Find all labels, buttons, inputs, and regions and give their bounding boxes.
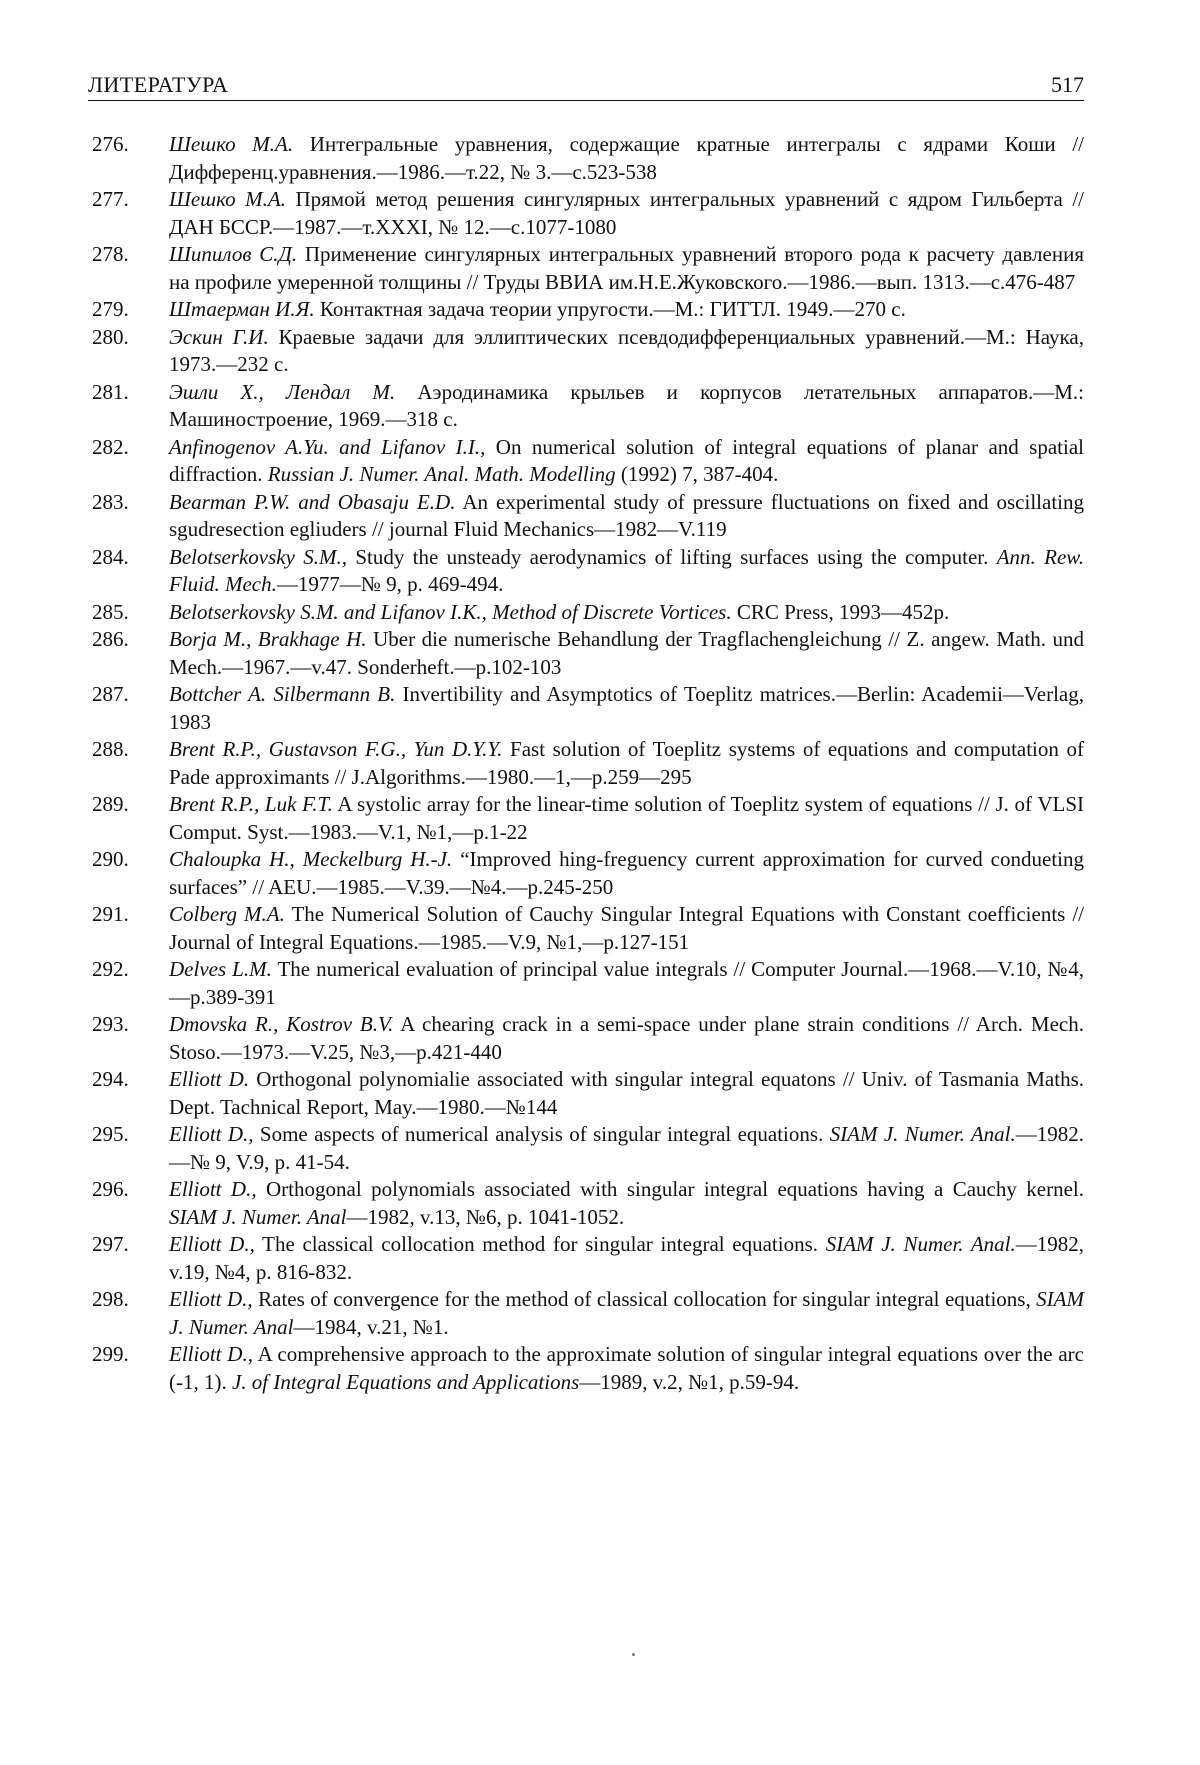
reference-entry xyxy=(92,1176,1084,1231)
reference-segment: Orthogonal polynomialie associated with singular integral equatons // Univ. of Tasmania Maths. Dept. Tachnical Report, May.—1980.—№144 xyxy=(169,1067,1085,1119)
reference-italic-segment: Bearman P.W. and Obasaju E.D. xyxy=(169,489,456,514)
reference-segment: The numerical evaluation of principal value integrals // Computer Journal.—1968.—V.10, №4,—p.389-391 xyxy=(169,957,1085,1009)
reference-entry xyxy=(92,1286,1084,1341)
reference-number: 296. xyxy=(92,1177,129,1201)
reference-text xyxy=(169,296,1084,324)
reference-number: 289. xyxy=(92,792,129,816)
reference-italic-segment: Brent R.P., Luk F.T. xyxy=(169,792,333,816)
reference-italic-segment: SIAM J. Numer. Anal. xyxy=(825,1232,1016,1256)
scan-speck xyxy=(632,1653,635,1656)
reference-text xyxy=(169,241,1084,296)
reference-number: 294. xyxy=(92,1067,129,1091)
reference-entry xyxy=(92,1121,1084,1176)
reference-text xyxy=(169,956,1084,1011)
reference-segment: Some aspects of numerical analysis of singular integral equations. xyxy=(253,1122,830,1146)
reference-segment: —1982.—№ 9, V.9, p. 41-54. xyxy=(169,1122,1085,1174)
reference-segment: —1977—№ 9, p. 469-494. xyxy=(276,572,504,596)
reference-text xyxy=(169,1176,1084,1231)
reference-text xyxy=(169,1341,1084,1396)
reference-text xyxy=(169,379,1084,434)
reference-segment: CRC Press, 1993—452p. xyxy=(731,599,950,624)
reference-text xyxy=(169,599,1084,627)
reference-entry xyxy=(92,681,1084,736)
reference-segment: A comprehensive approach to the approximate solution of singular integral equations over the arc (-1, 1). xyxy=(169,1342,1085,1394)
reference-italic-segment: J. of Integral Equations and Applications xyxy=(231,1369,580,1394)
reference-entry xyxy=(92,956,1084,1011)
reference-entry xyxy=(92,489,1084,544)
reference-segment: Uber die numerische Behandlung der Tragflachengleichung // Z. angew. Math. und Mech.—1967.—v.47. Sonderheft.—p.102-103 xyxy=(169,627,1084,679)
reference-italic-segment: Elliott D., xyxy=(169,1122,254,1146)
reference-italic-segment: Delves L.M. xyxy=(169,957,272,981)
reference-number: 298. xyxy=(92,1287,129,1311)
reference-italic-segment: Anfinogenov A.Yu. and Lifanov I.I., xyxy=(169,434,486,459)
reference-number: 290. xyxy=(92,847,129,871)
reference-text xyxy=(169,186,1084,241)
reference-text xyxy=(169,131,1084,186)
reference-italic-segment: Brent R.P., Gustavson F.G., Yun D.Y.Y. xyxy=(169,737,503,761)
reference-segment: Краевые задачи для эллиптических псевдодифференциальных уравнений.—М.: Наука, 1973.—232 с. xyxy=(169,324,1084,376)
reference-number: 279. xyxy=(92,297,129,321)
reference-italic-segment: Elliott D., xyxy=(169,1232,255,1256)
reference-italic-segment: Штаерман И.Я. xyxy=(169,297,315,321)
reference-entry xyxy=(92,379,1084,434)
reference-text xyxy=(169,489,1084,544)
reference-text xyxy=(169,1011,1084,1066)
reference-segment: —1989, v.2, №1, p.59-94. xyxy=(579,1369,800,1394)
reference-number: 299. xyxy=(92,1342,129,1366)
reference-number: 276. xyxy=(92,132,129,156)
reference-text xyxy=(169,434,1084,489)
reference-entry xyxy=(92,1066,1084,1121)
reference-segment: Аэродинамика крыльев и корпусов летательных аппаратов.—М.: Машиностроение, 1969.—318 с. xyxy=(169,379,1084,431)
reference-text xyxy=(169,846,1084,901)
page-number: 517 xyxy=(1051,72,1084,97)
reference-segment: (1992) 7, 387-404. xyxy=(615,462,779,486)
reference-italic-segment: Шешко М.А. xyxy=(169,187,286,211)
reference-italic-segment: Russian J. Numer. Anal. Math. Modelling xyxy=(267,462,616,486)
reference-italic-segment: Belotserkovsky S.M., xyxy=(169,544,348,569)
reference-text xyxy=(169,1286,1084,1341)
reference-segment: The Numerical Solution of Cauchy Singular Integral Equations with Constant coefficients // Journal of Integral Equations.—1985.—V.9, №1,—p.127-151 xyxy=(169,902,1084,954)
reference-text xyxy=(169,736,1084,791)
reference-entry xyxy=(92,241,1084,296)
reference-number: 281. xyxy=(92,379,129,404)
reference-entry xyxy=(92,1231,1084,1286)
reference-number: 291. xyxy=(92,902,129,926)
reference-number: 280. xyxy=(92,324,129,349)
reference-segment: A systolic array for the linear-time solution of Toeplitz system of equations // J. of VLSI Comput. Syst.—1983.—V.1, №1,—p.1-22 xyxy=(169,792,1084,844)
reference-entry xyxy=(92,131,1084,186)
reference-entry xyxy=(92,296,1084,324)
reference-entry xyxy=(92,736,1084,791)
reference-entry xyxy=(92,901,1084,956)
reference-entry xyxy=(92,1341,1084,1396)
reference-segment: Orthogonal polynomials associated with singular integral equations having a Cauchy kernel. xyxy=(256,1177,1084,1201)
reference-italic-segment: Dmovska R., Kostrov B.V. xyxy=(169,1012,394,1036)
reference-italic-segment: SIAM J. Numer. Anal xyxy=(169,1204,347,1229)
reference-segment: “Improved hing-freguency current approximation for curved condueting surfaces” // AEU.—1985.—V.39.—№4.—p.245-250 xyxy=(169,847,1084,899)
reference-number: 278. xyxy=(92,242,129,266)
reference-italic-segment: Chaloupka H., Meckelburg H.-J. xyxy=(169,847,453,871)
reference-text xyxy=(169,791,1084,846)
reference-number: 295. xyxy=(92,1122,129,1146)
reference-italic-segment: SIAM J. Numer. Anal. xyxy=(829,1122,1016,1146)
reference-number: 285. xyxy=(92,599,129,624)
reference-italic-segment: Шипилов С.Д. xyxy=(169,242,298,266)
reference-segment: Invertibility and Asymptotics of Toeplitz matrices.—Berlin: Academii—Verlag, 1983 xyxy=(169,682,1084,734)
reference-segment: —1984, v.21, №1. xyxy=(293,1314,449,1339)
reference-segment: Study the unsteady aerodynamics of lifting surfaces using the computer. xyxy=(347,544,997,569)
reference-segment: Fast solution of Toeplitz systems of equations and computation of Pade approximants // J.Algorithms.—1980.—1,—p.259—295 xyxy=(169,737,1084,789)
reference-number: 287. xyxy=(92,682,129,706)
reference-entry xyxy=(92,324,1084,379)
reference-segment: Интегральные уравнения, содержащие кратные интегралы с ядрами Коши // Дифференц.уравнения.—1986.—т.22, № 3.—с.523-538 xyxy=(169,132,1084,184)
reference-italic-segment: Эшли Х., Лендал М. xyxy=(169,379,396,404)
reference-segment: Применение сингулярных интегральных уравнений второго рода к расчету давления на профиле умеренной толщины // Труды ВВИА им.Н.Е.Жуковского.—1986.—вып. 1313.—с.476-487 xyxy=(169,242,1084,294)
reference-number: 297. xyxy=(92,1232,129,1256)
header-title: ЛИТЕРАТУРА xyxy=(88,72,229,97)
reference-number: 283. xyxy=(92,489,129,514)
reference-number: 282. xyxy=(92,434,129,459)
reference-italic-segment: Ann. Rew. Fluid. Mech. xyxy=(169,544,1084,596)
reference-number: 277. xyxy=(92,187,129,211)
reference-italic-segment: Bottcher A. Silbermann B. xyxy=(169,682,396,706)
reference-number: 293. xyxy=(92,1012,129,1036)
reference-entry xyxy=(92,544,1084,599)
reference-entry xyxy=(92,846,1084,901)
reference-italic-segment: Шешко М.А. xyxy=(169,132,294,156)
reference-segment: On numerical solution of integral equations of planar and spatial diffraction. xyxy=(169,434,1085,486)
reference-italic-segment: Elliott D., xyxy=(169,1287,253,1311)
running-header xyxy=(88,69,1084,101)
reference-list xyxy=(92,131,1084,1396)
reference-text xyxy=(169,1121,1084,1176)
reference-entry xyxy=(92,186,1084,241)
reference-italic-segment: Borja M., Brakhage H. xyxy=(169,627,367,651)
reference-segment: The classical collocation method for singular integral equations. xyxy=(254,1232,826,1256)
reference-segment: An experimental study of pressure fluctuations on fixed and oscillating sgudresection egliuders // journal Fluid Mechanics—1982—V.119 xyxy=(169,489,1084,541)
reference-entry xyxy=(92,599,1084,627)
reference-text xyxy=(169,1066,1084,1121)
reference-italic-segment: Elliott D. xyxy=(169,1067,250,1091)
reference-entry xyxy=(92,626,1084,681)
reference-segment: Контактная задача теории упругости.—М.: ГИТТЛ. 1949.—270 с. xyxy=(314,297,906,321)
reference-segment: Прямой метод решения сингулярных интегральных уравнений с ядром Гильберта // ДАН БССР.—1987.—т.XXXI, № 12.—с.1077-1080 xyxy=(169,187,1085,239)
reference-italic-segment: Elliott D., xyxy=(169,1177,257,1201)
reference-text xyxy=(169,544,1084,599)
reference-text xyxy=(169,681,1084,736)
reference-italic-segment: Colberg M.A. xyxy=(169,902,285,926)
reference-number: 286. xyxy=(92,627,129,651)
reference-segment: —1982, v.13, №6, p. 1041-1052. xyxy=(346,1204,625,1229)
reference-entry xyxy=(92,1011,1084,1066)
reference-italic-segment: Elliott D., xyxy=(169,1342,253,1366)
reference-segment: Rates of convergence for the method of classical collocation for singular integral equations, xyxy=(252,1287,1037,1311)
reference-text xyxy=(169,1231,1084,1286)
reference-italic-segment: Эскин Г.И. xyxy=(169,324,269,349)
reference-number: 288. xyxy=(92,737,129,761)
reference-text xyxy=(169,626,1084,681)
reference-text xyxy=(169,324,1084,379)
reference-segment: A chearing crack in a semi-space under plane strain conditions // Arch. Mech. Stoso.—1973.—V.25, №3,—p.421-440 xyxy=(169,1012,1084,1064)
reference-text xyxy=(169,901,1084,956)
reference-entry xyxy=(92,434,1084,489)
reference-segment: —1982, v.19, №4, p. 816-832. xyxy=(169,1232,1085,1284)
reference-italic-segment: SIAM J. Numer. Anal xyxy=(169,1287,1084,1339)
reference-number: 292. xyxy=(92,957,129,981)
reference-entry xyxy=(92,791,1084,846)
reference-number: 284. xyxy=(92,544,129,569)
reference-italic-segment: Belotserkovsky S.M. and Lifanov I.K., Method of Discrete Vortices. xyxy=(169,599,732,624)
